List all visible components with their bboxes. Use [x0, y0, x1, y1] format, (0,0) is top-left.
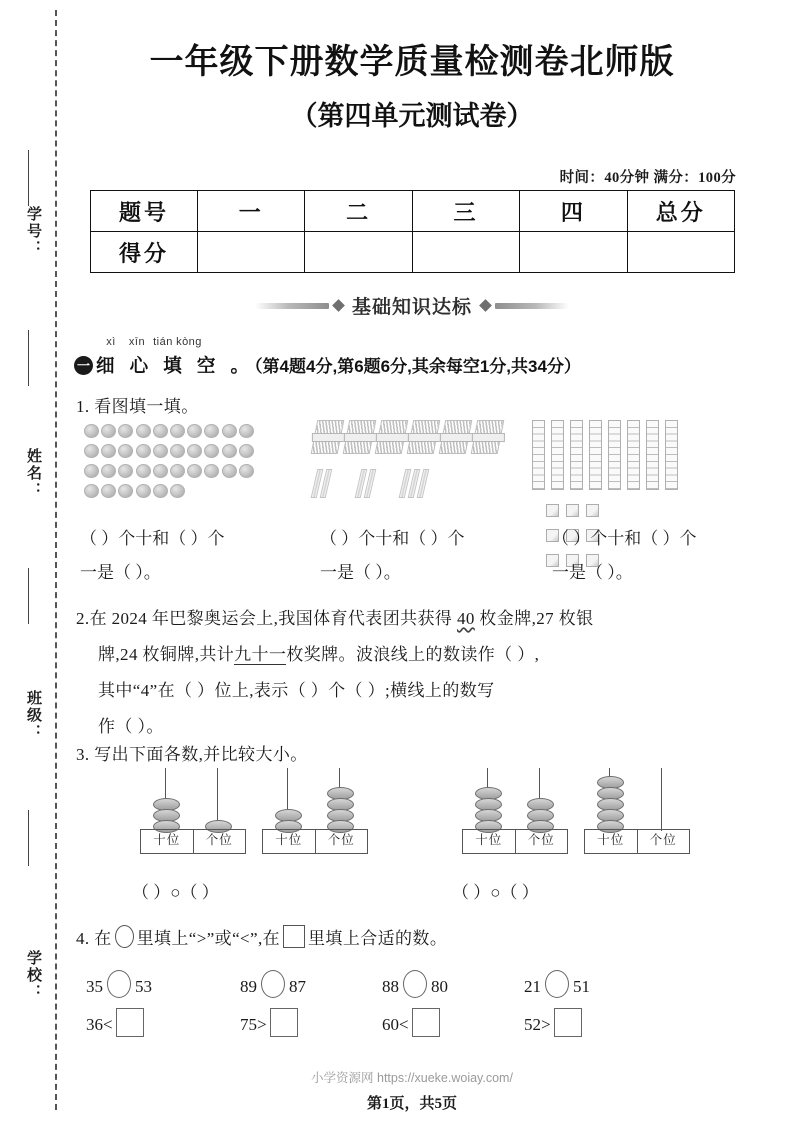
- score-table: [90, 190, 735, 273]
- dot-unit: [84, 424, 99, 438]
- score-table-col-4: 四: [520, 191, 627, 232]
- figure-cubes-group: [532, 420, 752, 579]
- q2-text-c: 牌,24 枚铜牌,共计: [98, 645, 235, 664]
- dot-unit: [136, 444, 151, 458]
- box-placeholder-icon: [283, 925, 305, 948]
- figure-dots-group: [84, 424, 294, 504]
- score-cell-3[interactable]: [412, 232, 519, 273]
- margin-rule-3: [28, 568, 29, 624]
- question-group-1-heading: [74, 352, 581, 378]
- margin-dashed-divider: [55, 10, 57, 1110]
- question-1-blank-line-bottom: [80, 558, 780, 583]
- dot-unit: [153, 424, 168, 438]
- q2-text-b: 枚金牌,27 枚银: [474, 609, 594, 628]
- abacus-1: [140, 768, 244, 854]
- cube-rod-ten: [665, 420, 678, 490]
- abacus-label-tens: 十位: [463, 830, 516, 853]
- q1-blank-top-3[interactable]: （ ）个十和（ ）个: [552, 529, 697, 548]
- pinyin-syllable-4: kòng: [176, 336, 202, 348]
- score-table-col-total: 总分: [627, 191, 734, 232]
- margin-rule-2: [28, 330, 29, 386]
- q4-text-b: 里填上“>”或“<”,在: [136, 929, 281, 948]
- fill-box-pair-1[interactable]: [86, 1008, 144, 1037]
- q3-compare-blank-1[interactable]: （ ）○（ ）: [132, 883, 219, 902]
- fill-operator: >: [257, 1015, 267, 1034]
- dot-unit: [101, 464, 116, 478]
- question-1-figures: [62, 418, 762, 518]
- cube-unit: [546, 504, 559, 517]
- dot-unit: [153, 464, 168, 478]
- cube-rod-ten: [551, 420, 564, 490]
- abacus-label-ones: 个位: [527, 833, 555, 847]
- dot-unit: [136, 484, 151, 498]
- section-banner-label: 基础知识达标: [351, 297, 472, 318]
- fill-operator: >: [541, 1015, 551, 1034]
- fill-box-icon[interactable]: [554, 1008, 582, 1037]
- page-subtitle: （第四单元测试卷）: [290, 101, 534, 131]
- abacus-place-frame: [584, 829, 690, 854]
- q2-underlined-number: 九十一: [234, 645, 287, 664]
- page-title: 一年级下册数学质量检测卷北师版: [149, 44, 675, 81]
- compare-left-value: 21: [524, 977, 541, 996]
- fill-left-value: 52: [524, 1015, 541, 1034]
- loose-stick-set: [358, 469, 376, 503]
- cube-rod-ten: [608, 420, 621, 490]
- exam-meta: 时间：40分钟 满分：100分: [559, 170, 736, 186]
- dot-unit: [239, 444, 254, 458]
- margin-field-student-id: 学号：: [25, 206, 41, 257]
- dot-unit: [170, 484, 185, 498]
- abacus-label-tens: 十位: [263, 830, 316, 853]
- table-row-scores: [91, 232, 735, 273]
- pinyin-syllable-3: tián: [153, 336, 173, 348]
- group-score-note: （第4题4分,第6题6分,其余每空1分,共34分）: [254, 357, 581, 376]
- question-3-abacus-figures: [62, 768, 762, 868]
- fill-box-icon[interactable]: [116, 1008, 144, 1037]
- dot-unit: [118, 484, 133, 498]
- stick-bundle-ten: [375, 420, 409, 454]
- cube-rod-ten: [627, 420, 640, 490]
- fill-box-pair-3[interactable]: [382, 1008, 440, 1037]
- worksheet-page: [62, 0, 793, 1122]
- stick-bundle-ten: [471, 420, 505, 454]
- stick-bundle-ten: [311, 420, 345, 454]
- question-2-line-1: [76, 604, 594, 629]
- compare-left-value: 89: [240, 977, 257, 996]
- q1-blank-bottom-2[interactable]: 一是（ ）。: [320, 563, 401, 582]
- dot-unit: [222, 424, 237, 438]
- cube-rod-ten: [646, 420, 659, 490]
- watermark: 小学资源网 https://xueke.woiay.com/: [311, 1071, 513, 1085]
- stick-bundle-ten: [439, 420, 473, 454]
- question-2-line-2: [98, 640, 539, 665]
- margin-field-school: 学校：: [25, 950, 41, 1001]
- compare-circle-icon[interactable]: [107, 970, 131, 998]
- dot-unit: [136, 464, 151, 478]
- dot-unit: [204, 444, 219, 458]
- dot-unit: [101, 484, 116, 498]
- group-number-badge: 一: [74, 356, 93, 375]
- circle-placeholder-icon: [115, 925, 134, 948]
- compare-pair-3[interactable]: [382, 970, 448, 998]
- table-row-question-numbers: [91, 191, 735, 232]
- abacus-label-ones: 个位: [205, 833, 233, 847]
- abacus-label-tens: 十位: [585, 830, 638, 853]
- dot-unit: [153, 484, 168, 498]
- dot-unit: [101, 424, 116, 438]
- cube-unit: [586, 504, 599, 517]
- question-2-line-3[interactable]: 其中“4”在（ ）位上,表示（ ）个（ ）;横线上的数写: [98, 681, 495, 700]
- compare-right-value: 80: [431, 977, 448, 996]
- compare-right-value: 53: [135, 977, 152, 996]
- compare-left-value: 88: [382, 977, 399, 996]
- dot-unit: [84, 444, 99, 458]
- fill-box-icon[interactable]: [270, 1008, 298, 1037]
- dot-unit: [170, 424, 185, 438]
- fill-left-value: 75: [240, 1015, 257, 1034]
- page-number: 第1页，共5页: [366, 1096, 457, 1112]
- pinyin-syllable-1: xì: [106, 336, 116, 348]
- compare-pair-2[interactable]: [240, 970, 306, 998]
- dot-unit: [84, 484, 99, 498]
- loose-stick-set: [314, 469, 332, 503]
- question-2-number: 2.: [76, 609, 90, 628]
- loose-stick-set: [402, 469, 429, 503]
- compare-right-value: 51: [573, 977, 590, 996]
- pinyin-syllable-2: xīn: [128, 336, 146, 348]
- compare-right-value: 87: [289, 977, 306, 996]
- compare-left-value: 35: [86, 977, 103, 996]
- q1-blank-bottom-1[interactable]: 一是（ ）。: [80, 563, 161, 582]
- banner-diamond-left-icon: [332, 299, 345, 312]
- cube-rod-ten: [532, 420, 545, 490]
- dot-unit: [136, 424, 151, 438]
- compare-circle-icon[interactable]: [403, 970, 427, 998]
- abacus-label-ones: 个位: [649, 833, 677, 847]
- score-table-col-3: 三: [412, 191, 519, 232]
- stick-bundle-ten: [407, 420, 441, 454]
- dot-unit: [153, 444, 168, 458]
- fill-left-value: 60: [382, 1015, 399, 1034]
- dot-unit: [170, 444, 185, 458]
- score-cell-4[interactable]: [520, 232, 627, 273]
- cube-unit: [566, 504, 579, 517]
- dot-unit: [118, 444, 133, 458]
- q4-text-c: 里填上合适的数。: [308, 929, 448, 948]
- fill-operator: <: [103, 1015, 113, 1034]
- margin-rule-4: [28, 810, 29, 866]
- abacus-2: [262, 768, 366, 854]
- fill-box-pair-2[interactable]: [240, 1008, 298, 1037]
- dot-unit: [101, 444, 116, 458]
- fill-box-pair-4[interactable]: [524, 1008, 582, 1037]
- abacus-label-ones: 个位: [327, 833, 355, 847]
- margin-field-class: 班级：: [25, 690, 41, 741]
- dot-unit: [187, 464, 202, 478]
- question-4-label: [76, 924, 447, 949]
- stick-bundle-ten: [343, 420, 377, 454]
- score-table-col-2: 二: [305, 191, 412, 232]
- dot-unit: [118, 464, 133, 478]
- dot-unit: [204, 464, 219, 478]
- section-banner: [62, 292, 762, 319]
- dot-unit: [187, 424, 202, 438]
- abacus-place-frame: [462, 829, 568, 854]
- question-2-line-4[interactable]: 作（ ）。: [98, 717, 164, 736]
- score-table-row-label-score: 得分: [91, 232, 198, 273]
- margin-rule-1: [28, 150, 29, 206]
- compare-circle-icon[interactable]: [261, 970, 285, 998]
- dot-unit: [187, 444, 202, 458]
- score-table-col-1: 一: [198, 191, 305, 232]
- pinyin-annotation: [98, 336, 202, 348]
- q3-compare-blank-2[interactable]: （ ）○（ ）: [452, 883, 539, 902]
- q4-text-a: 4. 在: [76, 929, 112, 948]
- compare-pair-4[interactable]: [524, 970, 590, 998]
- dot-unit: [118, 424, 133, 438]
- question-1-label: 1. 看图填一填。: [76, 397, 199, 416]
- abacus-4: [584, 768, 688, 854]
- dot-unit: [222, 464, 237, 478]
- dot-unit: [204, 424, 219, 438]
- fill-operator: <: [399, 1015, 409, 1034]
- score-cell-total[interactable]: [627, 232, 734, 273]
- q1-blank-top-2[interactable]: （ ）个十和（ ）个: [320, 529, 465, 548]
- dot-unit: [170, 464, 185, 478]
- q1-blank-bottom-3[interactable]: 一是（ ）。: [552, 563, 633, 582]
- fill-left-value: 36: [86, 1015, 103, 1034]
- dot-unit: [84, 464, 99, 478]
- score-cell-2[interactable]: [305, 232, 412, 273]
- group-title: 细 心 填 空 。: [96, 355, 255, 376]
- dot-unit: [222, 444, 237, 458]
- q2-wavy-number: 40: [456, 609, 475, 628]
- cube-rod-ten: [589, 420, 602, 490]
- abacus-label-tens: 十位: [141, 830, 194, 853]
- fill-box-icon[interactable]: [412, 1008, 440, 1037]
- figure-sticks-group: [314, 420, 514, 503]
- compare-pair-1[interactable]: [86, 970, 152, 998]
- question-3-label: 3. 写出下面各数,并比较大小。: [76, 745, 308, 764]
- score-table-row-label-question: 题号: [91, 191, 198, 232]
- abacus-place-frame: [262, 829, 368, 854]
- banner-diamond-right-icon: [479, 299, 492, 312]
- dot-unit: [239, 424, 254, 438]
- abacus-3: [462, 768, 566, 854]
- abacus-rod-ones: [661, 768, 662, 831]
- margin-field-name: 姓名：: [25, 448, 41, 499]
- question-1-blank-line-top: [80, 524, 780, 549]
- left-margin-strip: [0, 0, 62, 1122]
- abacus-place-frame: [140, 829, 246, 854]
- banner-line-right-icon: [495, 303, 569, 309]
- compare-circle-icon[interactable]: [545, 970, 569, 998]
- cube-rod-ten: [570, 420, 583, 490]
- q2-text-d[interactable]: 枚奖牌。波浪线上的数读作（ ）,: [286, 645, 540, 664]
- q1-blank-top-1[interactable]: （ ）个十和（ ）个: [80, 529, 225, 548]
- q2-text-a: 在 2024 年巴黎奥运会上,我国体育代表团共获得: [89, 609, 457, 628]
- banner-line-left-icon: [255, 303, 329, 309]
- dot-unit: [239, 464, 254, 478]
- score-cell-1[interactable]: [198, 232, 305, 273]
